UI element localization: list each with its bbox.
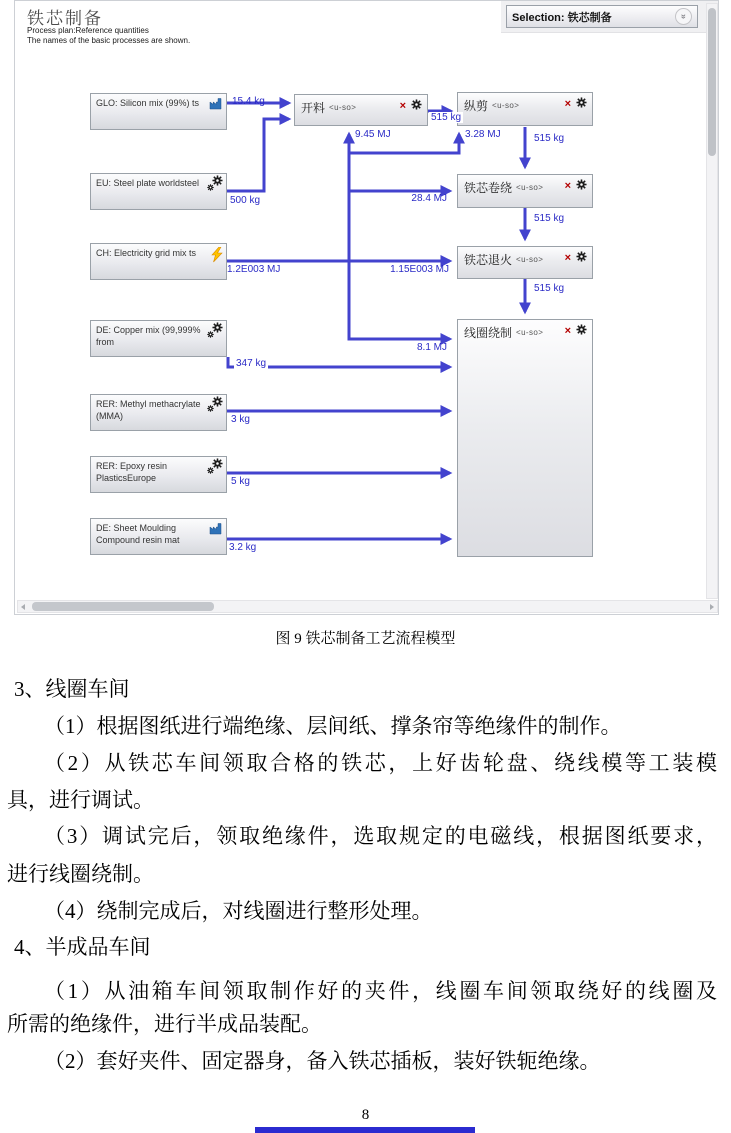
flow-amount-label: 3 kg [231,414,250,425]
gears-icon [208,460,223,473]
bottom-blue-bar [255,1127,475,1133]
gears-icon [208,398,223,411]
gear-icon[interactable] [572,99,587,112]
flow-amount-label: 8.1 MJ [416,342,447,353]
flow-amount-label: 515 kg [431,112,462,123]
source-box-epoxy-resin[interactable] [90,456,227,493]
process-name: 铁芯退火 [464,253,513,267]
source-box-steel-plate[interactable] [90,173,227,210]
horizontal-scrollbar[interactable] [17,600,718,613]
close-icon[interactable]: × [564,98,571,110]
body-line: （4）绕制完成后，对线圈进行整形处理。 [44,899,433,923]
figure-caption: 图 9 铁芯制备工艺流程模型 [275,631,456,647]
flow-amount-label: 3.2 kg [229,542,257,553]
gear-icon[interactable] [572,181,587,194]
source-box-label: EU: Steel plate worldsteel [96,178,200,188]
source-box-label: RER: Methyl methacrylate (MMA) [96,399,201,422]
process-suffix: <u-so> [492,101,520,110]
flow-amount-label: 1.2E003 MJ [227,264,281,275]
body-line: （2）套好夹件、固定器身，备入铁芯插板，装好铁轭绝缘。 [44,1049,601,1073]
gears-icon [208,324,223,337]
flow-amount-label: 15.4 kg [232,96,265,107]
body-line: （1）从油箱车间领取制作好的夹件，线圈车间领取绕好的线圈及 [44,979,717,1003]
source-box-methyl-methacrylate[interactable] [90,394,227,431]
source-box-label: CH: Electricity grid mix ts [96,248,197,258]
scroll-left-icon[interactable] [21,604,25,610]
scroll-right-icon[interactable] [710,604,714,610]
close-icon[interactable]: × [564,180,571,192]
lightning-icon [211,247,223,266]
vertical-scrollbar[interactable] [706,3,718,599]
source-box-label: DE: Sheet Moulding Compound resin mat [96,523,180,546]
flow-amount-label: 5 kg [231,476,250,487]
flow-amount-label: 1.15E003 MJ [390,264,449,275]
close-icon[interactable]: × [564,252,571,264]
process-name: 纵剪 [464,99,489,113]
process-suffix: <u-so> [516,255,544,264]
flow-amount-label: 515 kg [534,133,565,144]
flow-amount-label: 515 kg [534,213,565,224]
flow-amount-label: 9.45 MJ [355,129,391,140]
source-box-label: GLO: Silicon mix (99%) ts [96,98,200,108]
factory-icon [209,97,223,113]
process-suffix: <u-so> [329,103,357,112]
process-name: 开料 [301,101,326,115]
process-box-zongjian[interactable] [457,92,593,126]
body-line: （2）从铁芯车间领取合格的铁芯，上好齿轮盘、绕线模等工装模 [44,751,717,775]
process-box-raozhi[interactable] [457,319,593,557]
flow-amount-label: 3.28 MJ [465,129,501,140]
gear-icon[interactable] [407,101,422,114]
body-line: 具，进行调试。 [7,788,154,812]
source-box-label: RER: Epoxy resin PlasticsEurope [96,461,168,484]
body-line: （3）调试完后，领取绝缘件，选取规定的电磁线，根据图纸要求， [44,824,717,848]
body-line: 3、线圈车间 [14,677,130,701]
chevron-down-icon[interactable]: » [675,8,692,25]
plan-subtitle-1: Process plan:Reference quantities [27,26,149,35]
source-box-smc-resin[interactable] [90,518,227,555]
gear-icon[interactable] [572,253,587,266]
flow-amount-label: 500 kg [230,195,261,206]
close-icon[interactable]: × [564,325,571,337]
selection-label: Selection: 铁芯制备 [512,11,612,24]
flow-amount-label: 28.4 MJ [411,193,447,204]
process-box-kailiao[interactable] [294,94,428,126]
source-box-copper-mix[interactable] [90,320,227,357]
close-icon[interactable]: × [399,100,406,112]
flow-amount-label: 347 kg [236,358,267,369]
plan-subtitle-2: The names of the basic processes are shown. [27,36,191,45]
process-box-juanrao[interactable] [457,174,593,208]
source-box-silicon-mix[interactable] [90,93,227,130]
body-line: 4、半成品车间 [14,935,151,959]
factory-icon [209,522,223,538]
process-name: 铁芯卷绕 [464,181,513,195]
process-plan-panel [14,0,719,615]
gear-icon[interactable] [572,326,587,339]
body-line: （1）根据图纸进行端绝缘、层间纸、撑条帘等绝缘件的制作。 [44,714,622,738]
gears-icon [208,177,223,190]
body-line: 所需的绝缘件，进行半成品装配。 [7,1012,322,1036]
page-number: 8 [361,1107,370,1123]
process-box-tuihuo[interactable] [457,246,593,279]
body-line: 进行线圈绕制。 [7,862,154,886]
plan-title: 铁芯制备 [27,9,103,28]
process-suffix: <u-so> [516,183,544,192]
flow-amount-label: 515 kg [534,283,565,294]
source-box-label: DE: Copper mix (99,999% from [96,325,201,348]
process-name: 线圈绕制 [464,326,513,340]
vertical-scrollbar-thumb[interactable] [708,8,716,156]
horizontal-scrollbar-thumb[interactable] [32,602,214,611]
process-suffix: <u-so> [516,328,544,337]
source-box-electricity[interactable] [90,243,227,280]
selection-dropdown[interactable] [506,5,698,28]
